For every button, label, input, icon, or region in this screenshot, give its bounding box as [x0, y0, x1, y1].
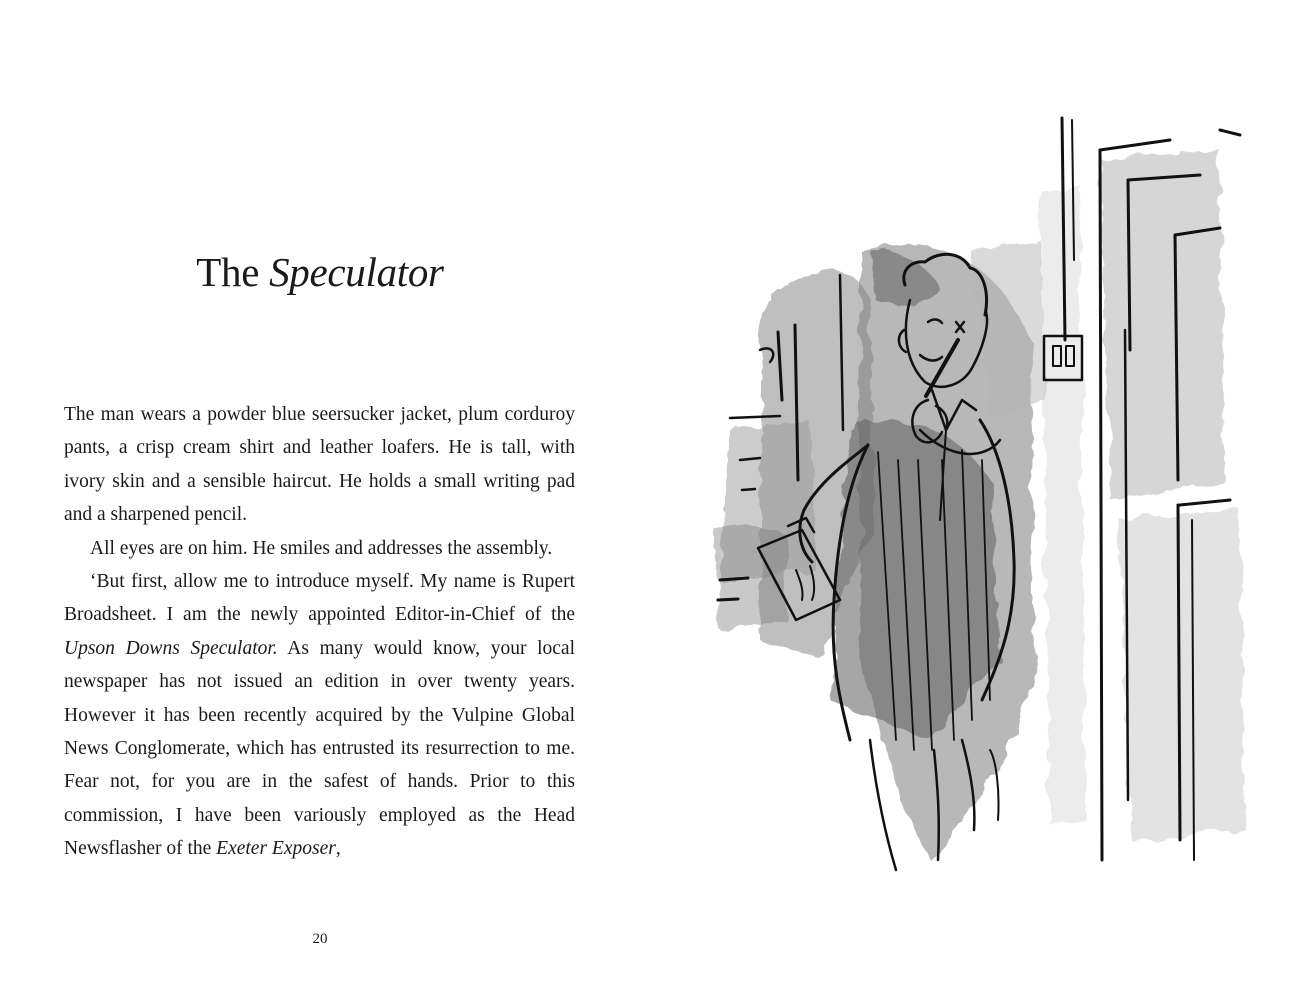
italic-title-text: Exeter Exposer — [216, 838, 336, 860]
paragraph-text: All eyes are on him. He smiles and addresses the assembly. — [90, 537, 553, 559]
italic-title-text: Upson Downs Speculator. — [64, 637, 278, 659]
chapter-title-plain: The — [196, 249, 260, 295]
chapter-title — [0, 248, 640, 296]
paragraph-text: As many would know, your local newspaper has not issued an edition in over twenty years. However it has been recently acquired by the Vulpine Global News Conglomerate, which has entrusted its resurrection to me. Fear not, for you are in the safest of hands. Prior to this commission, I have been variously employed as the Head Newsflasher of the — [64, 637, 576, 860]
paragraph — [64, 532, 575, 565]
ink-wash-shading — [715, 150, 1245, 860]
left-page — [0, 0, 640, 983]
paragraph-text: The man wears a powder blue seersucker jacket, plum corduroy pants, a crisp cream shirt and leather loafers. He is tall, with ivory skin and a sensible haircut. He holds a small writing pad and a sharpened pencil. — [64, 404, 575, 526]
paragraph — [64, 398, 575, 532]
paragraph — [64, 565, 575, 866]
paragraph-text: , — [335, 838, 341, 860]
chapter-title-italic: Speculator — [269, 249, 444, 295]
body-text — [64, 398, 575, 866]
paragraph-text: ‘But first, allow me to introduce myself. My name is Rupert Broadsheet. I am the newly appointed Editor-in-Chief of the — [64, 571, 575, 626]
ink-illustration-man-with-notepad — [700, 100, 1260, 890]
page-number: 20 — [312, 931, 328, 947]
